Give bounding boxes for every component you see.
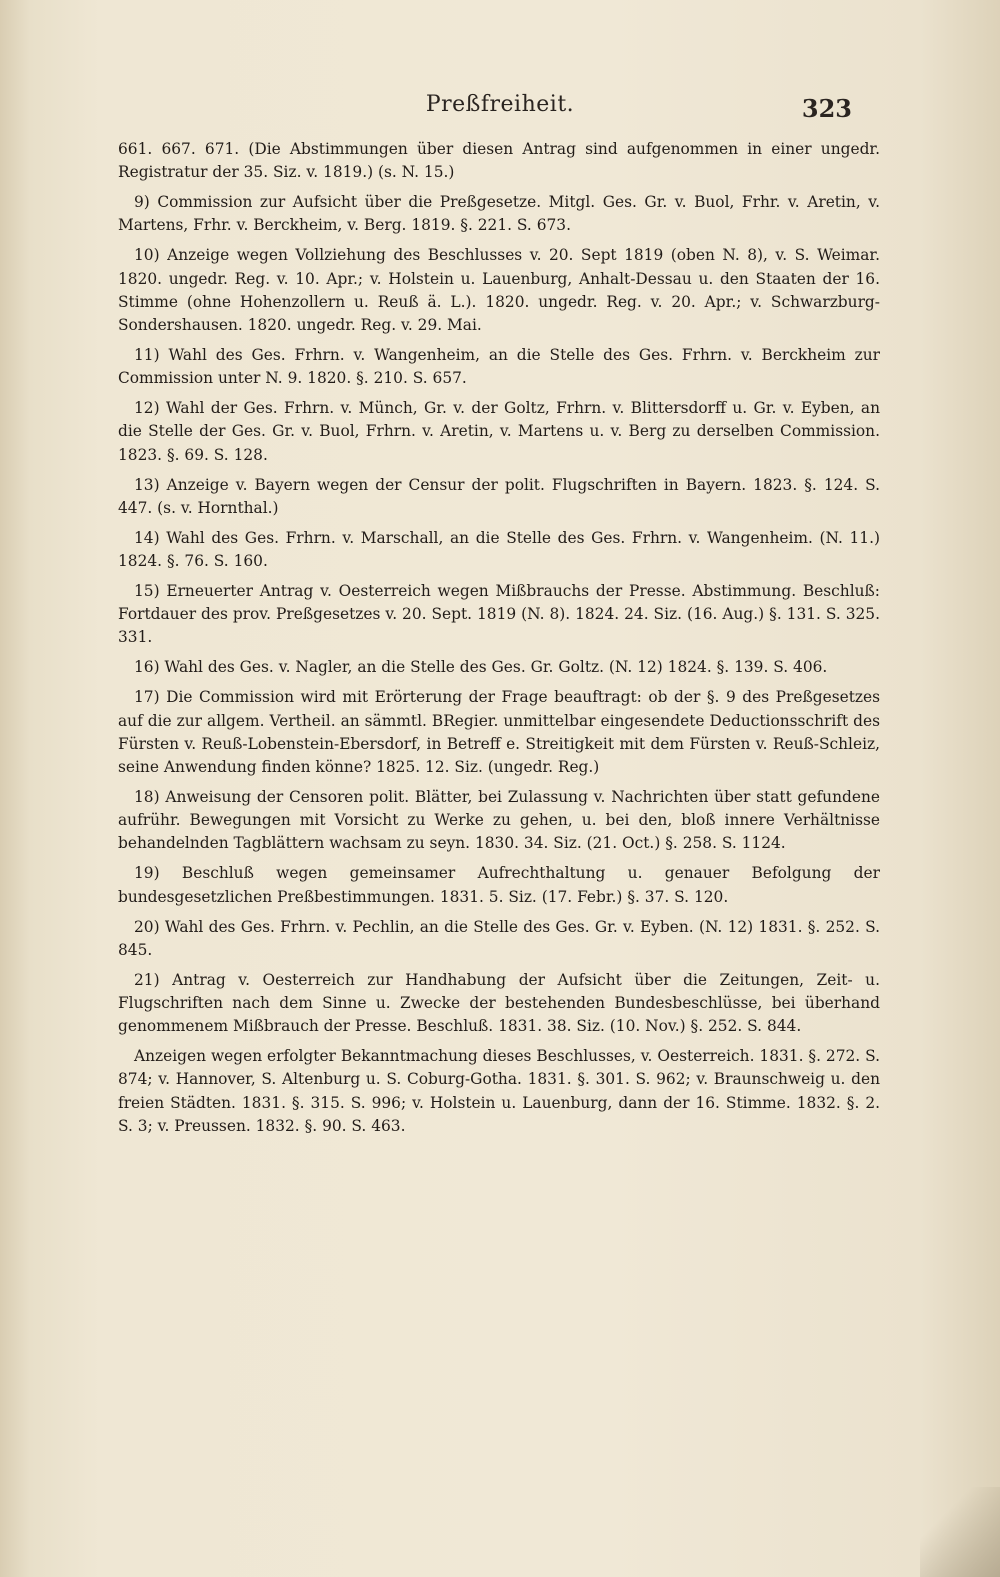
paragraph-item-13: 13) Anzeige v. Bayern wegen der Censur der polit. Flugschriften in Bayern. 1823. §. 124. S. 447. (s. v. Hornthal.) [118,475,880,517]
paragraph-item-14: 14) Wahl des Ges. Frhrn. v. Marschall, an die Stelle des Ges. Frhrn. v. Wangenheim. (N. 11.) 1824. §. 76. S. 160. [118,528,880,571]
running-title: Preßfreiheit. [425,92,575,117]
paragraph-item-9: 9) Commission zur Aufsicht über die Preßgesetze. Mitgl. Ges. Gr. v. Buol, Frhr. v. Aretin, v. Martens, Frhr. v. Berckheim, v. Berg. 1819. §. 221. S. 673. [118,193,880,235]
paragraph-item-19: 19) Beschluß wegen gemeinsamer Aufrechthaltung u. genauer Befolgung der bundesgesetzlichen Preßbestimmungen. 1831. 5. Siz. (17. Febr.) §. 37. S. 120. [118,864,880,906]
paragraph-item-11: 11) Wahl des Ges. Frhrn. v. Wangenheim, an die Stelle des Ges. Frhrn. v. Berckheim zur Commission unter N. 9. 1820. §. 210. S. 657. [118,346,880,388]
paragraph-item-15: 15) Erneuerter Antrag v. Oesterreich wegen Mißbrauchs der Presse. Abstimmung. Beschluß: Fortdauer des prov. Preßgesetzes v. 20. Sept. 1819 (N. 8). 1824. 24. Siz. (16. Aug.) §. 131. S. 325. 331. [118,582,880,647]
paragraph-announcements: Anzeigen wegen erfolgter Bekanntmachung dieses Beschlusses, v. Oesterreich. 1831. §. 272. S. 874; v. Hannover, S. Altenburg u. S. Coburg-Gotha. 1831. §. 301. S. 962; v. Braunschweig u. den freien Städten. 1831. §. 315. S. 996; v. Holstein u. Lauenburg, dann der 16. Stimme. 1832. §. 2. S. 3; v. Preussen. 1832. §. 90. S. 463. [118,1047,880,1135]
page-header [0,88,1000,128]
paragraph-item-17: 17) Die Commission wird mit Erörterung der Frage beauftragt: ob der §. 9 des Preßgesetzes auf die zur allgem. Vertheil. an sämmtl. BRegier. unmittelbar eingesendete Deductionsschrift des Fürsten v. Reuß-Lobenstein-Ebersdorf, in Betreff e. Streitigkeit mit dem Fürsten v. Reuß-Schleiz, seine Anwendung finden könne? 1825. 12. Siz. (ungedr. Reg.) [118,688,880,777]
paragraph-continuation: 661. 667. 671. (Die Abstimmungen über diesen Antrag sind aufgenommen in einer ungedr. Registratur der 35. Siz. v. 1819.) (s. N. 15.) [118,140,880,182]
page-corner-shadow [920,1487,1000,1577]
page-number: 323 [801,94,852,123]
paragraph-item-16: 16) Wahl des Ges. v. Nagler, an die Stelle des Ges. Gr. Goltz. (N. 12) 1824. §. 139. S. 406. [134,658,828,677]
paragraph-item-12: 12) Wahl der Ges. Frhrn. v. Münch, Gr. v. der Goltz, Frhrn. v. Blittersdorff u. Gr. v. Eyben, an die Stelle der Ges. Gr. v. Buol, Frhrn. v. Aretin, v. Martens u. v. Berg zu derselben Commission. 1823. §. 69. S. 128. [118,399,880,464]
body-text [118,138,880,1145]
paragraph-item-20: 20) Wahl des Ges. Frhrn. v. Pechlin, an die Stelle des Ges. Gr. v. Eyben. (N. 12) 1831. §. 252. S. 845. [118,917,880,959]
paragraph-item-10: 10) Anzeige wegen Vollziehung des Beschlusses v. 20. Sept 1819 (oben N. 8), v. S. Weimar. 1820. ungedr. Reg. v. 10. Apr.; v. Holstein u. Lauenburg, Anhalt-Dessau u. den Staaten der 16. Stimme (ohne Hohenzollern u. Reuß ä. L.). 1820. ungedr. Reg. v. 20. Apr.; v. Schwarzburg-Sondershausen. 1820. ungedr. Reg. v. 29. Mai. [118,246,880,335]
paragraph-item-21: 21) Antrag v. Oesterreich zur Handhabung der Aufsicht über die Zeitungen, Zeit- u. Flugschriften nach dem Sinne u. Zwecke der bestehenden Bundesbeschlüsse, bei überhand genommenem Mißbrauch der Presse. Beschluß. 1831. 38. Siz. (10. Nov.) §. 252. S. 844. [118,970,880,1036]
paragraph-item-18: 18) Anweisung der Censoren polit. Blätter, bei Zulassung v. Nachrichten über statt gefundene aufrühr. Bewegungen mit Vorsicht zu Werke zu gehen, u. bei den, bloß innere Verhältnisse behandelnden Tagblättern wachsam zu seyn. 1830. 34. Siz. (21. Oct.) §. 258. S. 1124. [118,788,880,853]
